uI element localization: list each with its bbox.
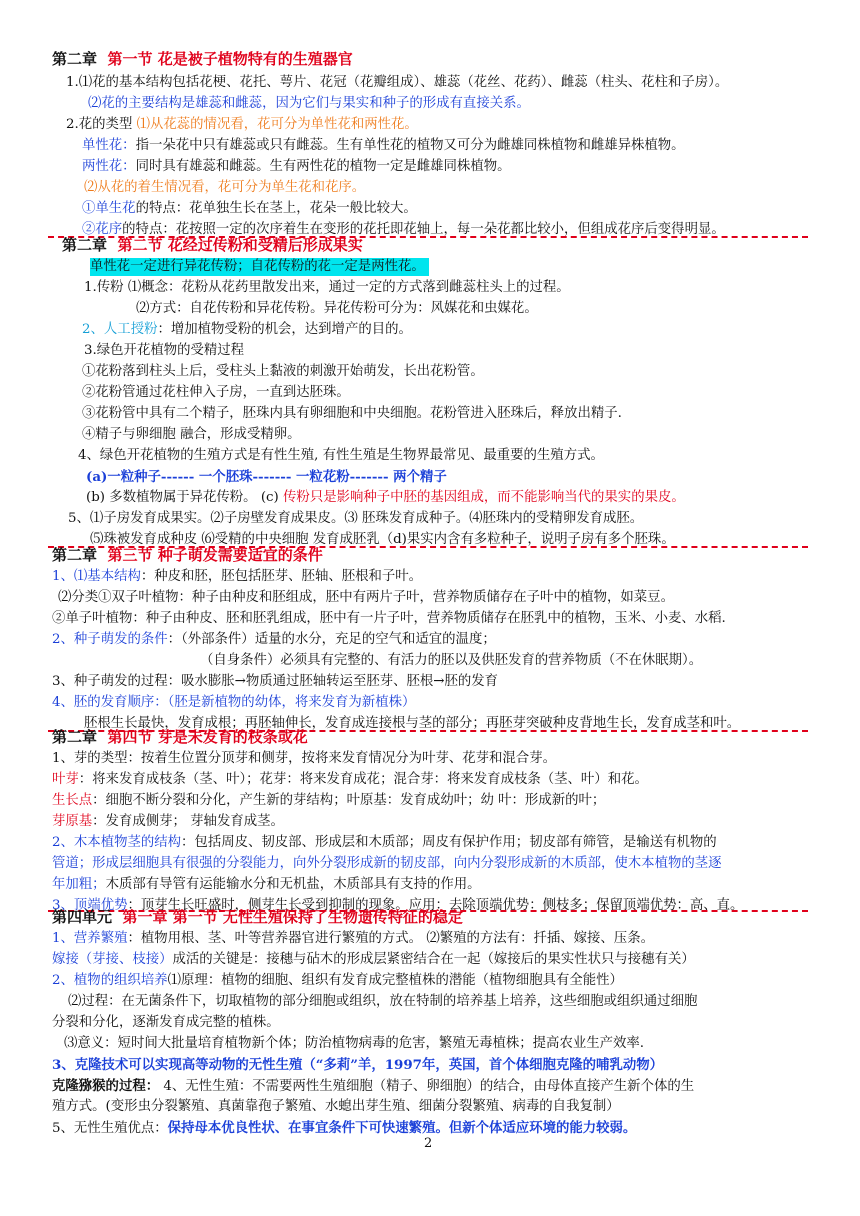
line: 克隆猕猴的过程： 4、无性生殖：不需要两性生殖细胞（精子、卵细胞）的结合，由母体直接产生新个体的生 [52, 1078, 695, 1094]
line: 1.⑴花的基本结构包括花梗、花托、萼片、花冠（花瓣组成）、雄蕊（花丝、花药）、雌蕊（柱头、花柱和子房）。 [66, 75, 729, 90]
line: ①花粉落到柱头上后，受柱头上黏液的刺激开始萌发，长出花粉管。 [82, 364, 484, 379]
line: ⑵方式：自花传粉和异花传粉。异花传粉可分为：风媒花和虫媒花。 [136, 301, 538, 316]
line: 两性花：同时具有雄蕊和雌蕊。生有两性花的植物一定是雌雄同株植物。 [82, 159, 511, 174]
line: ②花粉管通过花柱伸入子房，一直到达胚珠。 [82, 385, 350, 400]
line: ⑵分类①双子叶植物：种子由种皮和胚组成，胚中有两片子叶，营养物质储存在子叶中的植物，如菜豆。 [58, 590, 674, 605]
line: ⑵过程：在无菌条件下，切取植物的部分细胞或组织，放在特制的培养基上培养，这些细胞或组织通过细胞 [68, 994, 698, 1009]
line: ⑵花的主要结构是雄蕊和雌蕊，因为它们与果实和种子的形成有直接关系。 [88, 96, 530, 111]
line: ⑸珠被发育成种皮 ⑹受精的中央细胞 发育成胚乳（d)果实内含有多粒种子，说明子房有多个胚珠。 [90, 532, 675, 547]
line: 2、木本植物茎的结构：包括周皮、韧皮部、形成层和木质部；周皮有保护作用；韧皮部有筛管，是输送有机物的 [52, 835, 717, 850]
line: ⑵从花的着生情况看，花可分为单生花和花序。 [84, 180, 366, 195]
line: 1、营养繁殖：植物用根、茎、叶等营养器官进行繁殖的方式。 ⑵繁殖的方法有：扦插、嫁接、压条。 [52, 931, 654, 946]
line: ①单生花的特点：花单独生长在茎上，花朵一般比较大。 [82, 201, 417, 216]
section-heading-4: 第二章 第四节 芽是未发育的枝条或花 [52, 728, 308, 746]
line: 芽原基：发育成侧芽； 芽轴发育成茎。 [52, 814, 284, 829]
line: 5、无性生殖优点：保持母本优良性状、在事宜条件下可快速繁殖。但新个体适应环境的能力较弱。 [52, 1120, 637, 1136]
line: 2、种子萌发的条件：（外部条件）适量的水分，充足的空气和适宜的温度； [52, 632, 496, 647]
line: 3.绿色开花植物的受精过程 [84, 343, 245, 358]
highlight-note: 单性花一定进行异花传粉；自花传粉的花一定是两性花。 [90, 258, 429, 276]
line: 2、植物的组织培养⑴原理：植物的细胞、组织有发育成完整植株的潜能（植物细胞具有全能性） [52, 973, 623, 988]
line: 2、人工授粉：增加植物受粉的机会，达到增产的目的。 [82, 322, 412, 337]
line: 年加粗；木质部有导管有运能输水分和无机盐，木质部具有支持的作用。 [52, 877, 481, 892]
line: ②花序的特点：花按照一定的次序着生在变形的花托即花轴上，每一朵花都比较小，但组成花序后变得明显。 [82, 222, 725, 237]
section-heading-1: 第二章 第一节 花是被子植物特有的生殖器官 [52, 50, 353, 68]
section-heading-2: 第二章 第二节 花经过传粉和受精后形成果实 [62, 236, 363, 254]
page-number: 2 [424, 1136, 433, 1151]
section-heading-3: 第二章 第三节 种子萌发需要适宜的条件 [52, 546, 323, 564]
line: 4、胚的发育顺序：（胚是新植物的幼体，将来发育为新植株） [52, 695, 416, 710]
line: 3、克隆技术可以实现高等动物的无性生殖（“多莉”羊，1997年，英国，首个体细胞克隆的哺乳动物） [52, 1057, 664, 1073]
section-heading-5: 第四单元 第一章 第一节 无性生殖保持了生物遗传特征的稳定 [52, 908, 463, 926]
line: 4、绿色开花植物的生殖方式是有性生殖, 有性生殖是生物界最常见、最重要的生殖方式。 [78, 448, 604, 463]
line: ④精子与卵细胞 融合，形成受精卵。 [82, 427, 301, 442]
line: 1.传粉 ⑴概念：花粉从花药里散发出来，通过一定的方式落到雌蕊柱头上的过程。 [84, 280, 570, 295]
line: 生长点：细胞不断分裂和分化，产生新的芽结构；叶原基：发育成幼叶；幼 叶：形成新的叶； [52, 793, 606, 808]
line: 1、芽的类型：按着生位置分顶芽和侧芽，按将来发育情况分为叶芽、花芽和混合芽。 [52, 751, 556, 766]
line: 2.花的类型 ⑴从花蕊的情况看，花可分为单性花和两性花。 [66, 117, 418, 132]
line: 管道；形成层细胞具有很强的分裂能力，向外分裂形成新的韧皮部，向内分裂形成新的木质部，使木本植物的茎逐 [52, 856, 722, 871]
line: ⑶意义：短时间大批量培育植物新个体；防治植物病毒的危害，繁殖无毒植株；提高农业生产效率. [64, 1036, 645, 1051]
line: 胚根生长最快，发育成根；再胚轴伸长，发育成连接根与茎的部分；再胚芽突破种皮背地生长，发育成茎和叶。 [84, 716, 741, 731]
line: 殖方式。(变形虫分裂繁殖、真菌靠孢子繁殖、水螅出芽生殖、细菌分裂繁殖、病毒的自我复制） [52, 1099, 620, 1114]
line: (a)一粒种子------ 一个胚珠------- 一粒花粉------- 两个精子 [86, 469, 447, 485]
line: 分裂和分化，逐渐发育成完整的植株。 [52, 1015, 280, 1030]
line: 叶芽：将来发育成枝条（茎、叶）；花芽：将来发育成花；混合芽：将来发育成枝条（茎、叶）和花。 [52, 772, 648, 787]
line: 嫁接（芽接、枝接）成活的关键是：接穗与砧木的形成层紧密结合在一起（嫁接后的果实性状只与接穗有关） [52, 952, 695, 967]
line: ②单子叶植物：种子由种皮、胚和胚乳组成，胚中有一片子叶，营养物质储存在胚乳中的植物，玉米、小麦、水稻. [52, 611, 726, 626]
line: 单性花：指一朵花中只有雄蕊或只有雌蕊。生有单性花的植物又可分为雌雄同株植物和雌雄异株植物。 [82, 138, 685, 153]
line: （自身条件）必须具有完整的、有活力的胚以及供胚发育的营养物质（不在休眠期）。 [200, 653, 703, 668]
line: (b) 多数植物属于异花传粉。 (c) 传粉只是影响种子中胚的基因组成，而不能影响当代的果实的果皮。 [86, 490, 685, 505]
line: 3、种子萌发的过程：吸水膨胀→物质通过胚轴转运至胚芽、胚根→胚的发育 [52, 674, 499, 689]
line: 1、⑴基本结构：种皮和胚，胚包括胚芽、胚轴、胚根和子叶。 [52, 569, 423, 584]
line: 5、⑴子房发育成果实。⑵子房壁发育成果皮。⑶ 胚珠发育成种子。⑷胚珠内的受精卵发育成胚。 [68, 511, 644, 526]
line: 3、顶端优势：顶芽生长旺盛时，侧芽生长受到抑制的现象。应用：去除顶端优势：侧枝多；保留顶端优势：高、直。 [52, 898, 744, 913]
line: ③花粉管中具有二个精子，胚珠内具有卵细胞和中央细胞。花粉管进入胚珠后，释放出精子. [82, 406, 622, 421]
